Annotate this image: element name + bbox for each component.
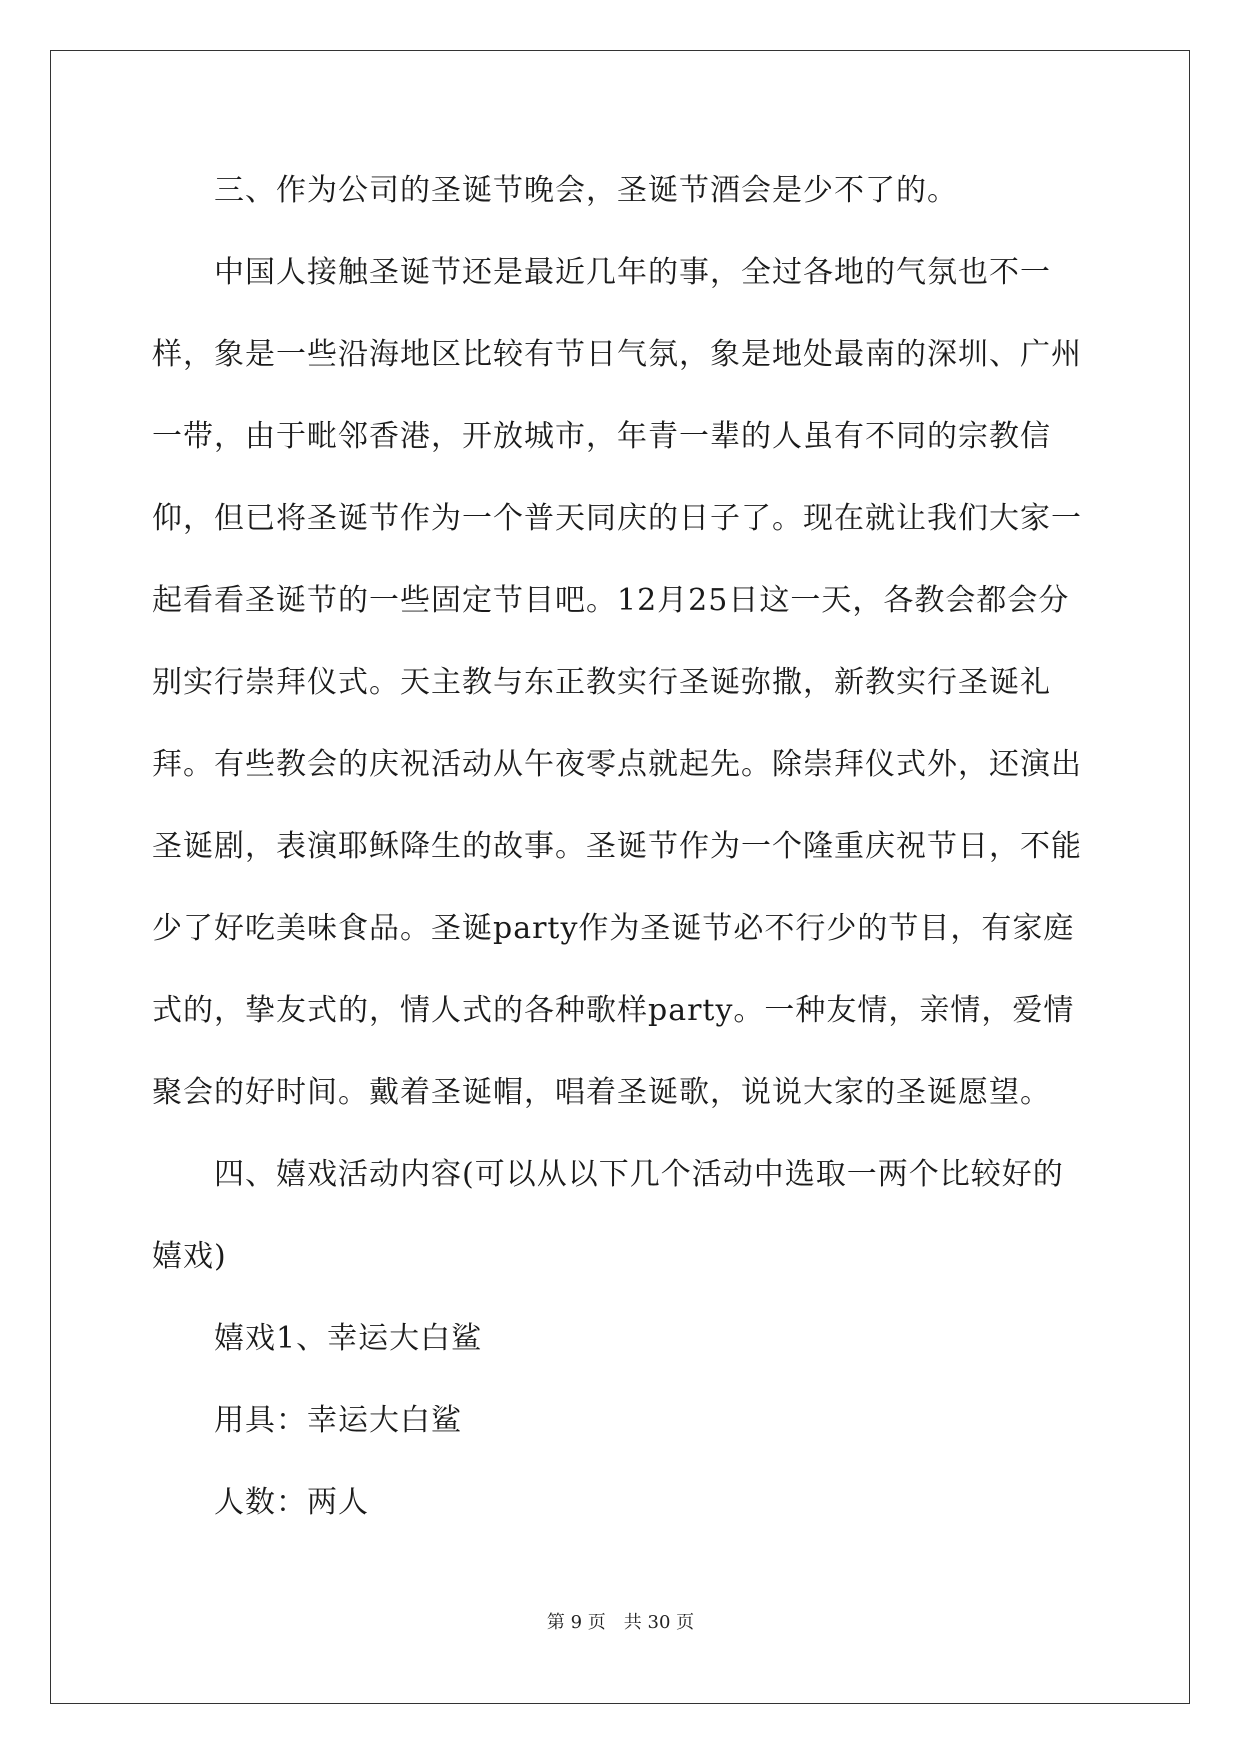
- paragraph-game-1-players: 人数：两人: [214, 1485, 369, 1520]
- paragraph-section-4-title: 四、嬉戏活动内容(可以从以下几个活动中选取一两个比较好的嬉戏): [152, 1157, 1064, 1274]
- paragraph-section-3-title: 三、作为公司的圣诞节晚会，圣诞节酒会是少不了的。: [214, 173, 958, 208]
- paragraph-christmas-history: 中国人接触圣诞节还是最近几年的事，全过各地的气氛也不一样，象是一些沿海地区比较有节日气氛，象是地处最南的深圳、广州一带，由于毗邻香港，开放城市，年青一辈的人虽有不同的宗教信仰，但已将圣诞节作为一个普天同庆的日子了。现在就让我们大家一起看看圣诞节的一些固定节目吧。12月25日这一天，各教会都会分别实行崇拜仪式。天主教与东正教实行圣诞弥撒，新教实行圣诞礼拜。有些教会的庆祝活动从午夜零点就起先。除崇拜仪式外，还演出圣诞剧，表演耶稣降生的故事。圣诞节作为一个隆重庆祝节日，不能少了好吃美味食品。圣诞party作为圣诞节必不行少的节目，有家庭式的，挚友式的，情人式的各种歌样party。一种友情，亲情，爱情聚会的好时间。戴着圣诞帽，唱着圣诞歌，说说大家的圣诞愿望。: [152, 255, 1082, 1110]
- document-body: [152, 150, 1092, 1544]
- paragraph-game-1-title: 嬉戏1、幸运大白鲨: [214, 1321, 483, 1356]
- page-number: 第 9 页 共 30 页: [546, 1612, 695, 1633]
- paragraph-game-1-tools: 用具：幸运大白鲨: [214, 1403, 462, 1438]
